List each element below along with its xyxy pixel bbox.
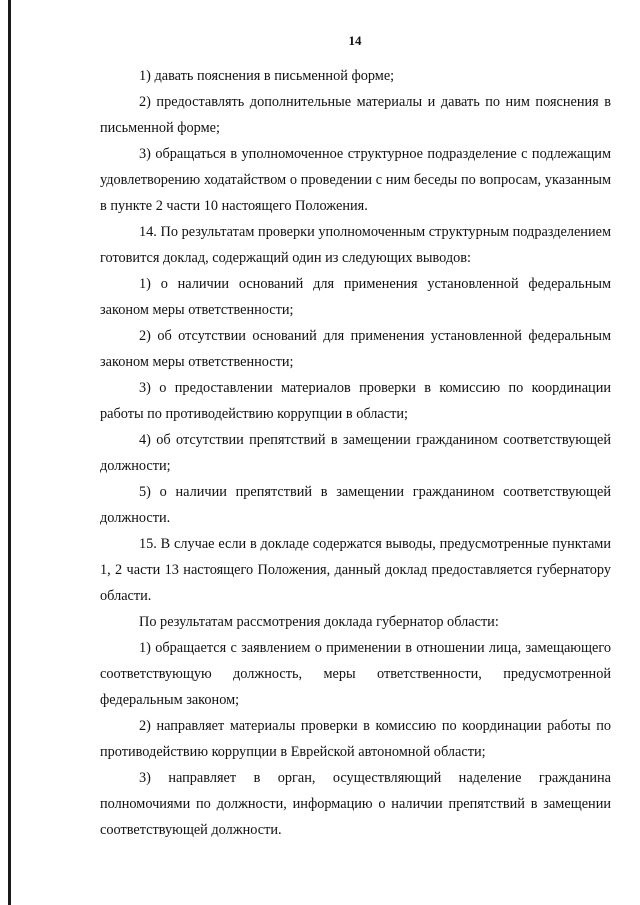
scan-edge-line [8, 0, 11, 905]
paragraph-item-3: 3) обращаться в уполномоченное структурное подразделение с подлежащим удовлетворению ходатайством о проведении с ним беседы по вопросам, указанным в пункте 2 части 10 настоящего Положения. [100, 146, 611, 214]
paragraph-governor-action-3: 3) направляет в орган, осуществляющий наделение гражданина полномочиями по должности, информацию о наличии препятствий в замещении соответствующей должности. [100, 770, 611, 838]
paragraph-conclusion-4: 4) об отсутствии препятствий в замещении гражданином соответствующей должности; [100, 432, 611, 474]
paragraph-item-1: 1) давать пояснения в письменной форме; [139, 68, 395, 84]
paragraph-conclusion-2: 2) об отсутствии оснований для применения установленной федеральным законом меры ответственности; [100, 328, 611, 370]
paragraph-section-15: 15. В случае если в докладе содержатся выводы, предусмотренные пунктами 1, 2 части 13 настоящего Положения, данный доклад предоставляется губернатору области. [100, 536, 611, 604]
paragraph-governor-action-2: 2) направляет материалы проверки в комиссию по координации работы по противодействию коррупции в Еврейской автономной области; [100, 718, 611, 760]
paragraph-governor-intro: По результатам рассмотрения доклада губернатор области: [139, 614, 499, 630]
paragraph-section-14: 14. По результатам проверки уполномоченным структурным подразделением готовится доклад, содержащий один из следующих выводов: [100, 224, 611, 266]
page-number: 14 [348, 33, 362, 48]
paragraph-conclusion-1: 1) о наличии оснований для применения установленной федеральным законом меры ответственности; [100, 276, 611, 318]
paragraph-conclusion-5: 5) о наличии препятствий в замещении гражданином соответствующей должности. [100, 484, 611, 526]
document-body [100, 63, 611, 843]
paragraph-conclusion-3: 3) о предоставлении материалов проверки в комиссию по координации работы по противодействию коррупции в области; [100, 380, 611, 422]
paragraph-item-2: 2) предоставлять дополнительные материалы и давать по ним пояснения в письменной форме; [100, 94, 611, 136]
paragraph-governor-action-1: 1) обращается с заявлением о применении в отношении лица, замещающего соответствующую должность, меры ответственности, предусмотренной федеральным законом; [100, 640, 611, 708]
